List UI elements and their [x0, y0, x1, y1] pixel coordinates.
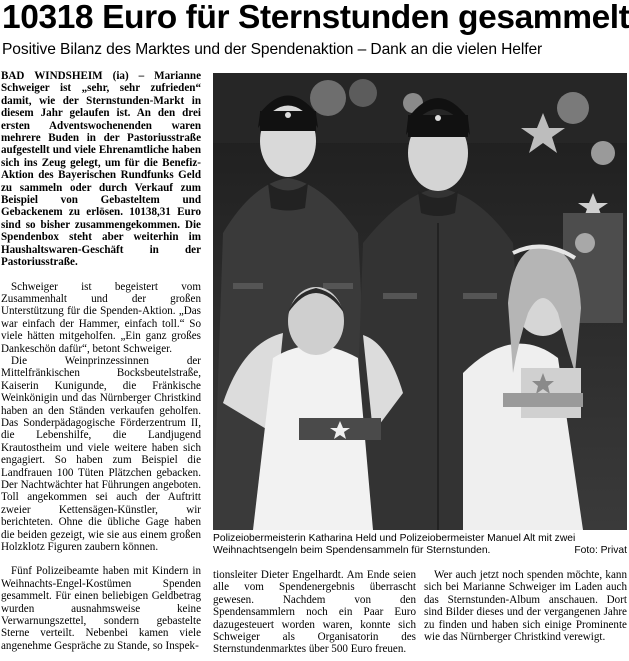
article-lead: BAD WINDSHEIM (ia) – Marianne Schweiger ist „sehr, sehr zufrieden“ damit, wie der Sternstunden-Markt in diesem Jahr gelaufen ist. An den drei ersten Adventswochenenden waren mehrere Buden in der Pastoriusstraße aufgestellt und viele Ehrenamtliche haben sich ins Zeug gelegt, um für die Benefiz-Aktion des Bayerischen Rundfunks Geld zu sammeln oder durch Verkauf zum Beispiel von Gebasteltem und Gebackenem zu erlösen. 10138,31 Euro sind so bisher zusammengekommen. Die Spendenbox steht aber weiterhin im Haushaltswaren-Geschäft in der Pastoriusstraße.	[1, 70, 201, 269]
article-paragraph: Fünf Polizeibeamte haben mit Kindern in Weihnachts-Engel-Kostümen Spenden gesammelt. Für einen beliebigen Geldbetrag wurden ausnahmsweise keine Verwarnungszettel, sondern gebastelte Sterne verteilt. Nebenbei kamen viele angenehme Gespräche zu Stande, so Inspek-	[1, 565, 201, 652]
headline: 10318 Euro für Sternstunden gesammelt	[2, 0, 629, 36]
police-and-angels-illustration	[213, 73, 627, 530]
article-paragraph: Schweiger ist begeistert vom Zusammenhalt und der großen Unterstützung für die Spenden-Aktion. „Das war einfach der Hammer, einfach toll.“ So viele hätten mitgeholfen. „Ein ganz großes Dankeschön dafür“, betont Schweiger.	[1, 280, 201, 355]
article-column-1	[1, 70, 201, 652]
photo-caption	[213, 533, 627, 558]
article-paragraph: tionsleiter Dieter Engelhardt. Am Ende seien alle vom Spendenergebnis überrascht gewesen. Nachdem von den Spendensammlern noch ein Paar Euro dazugesteuert worden waren, konnte sich Schweiger als Organisatorin des Sternstundenmarktes über 500 Euro freuen.	[213, 569, 416, 656]
subheadline: Positive Bilanz des Marktes und der Spendenaktion – Dank an die vielen Helfer	[2, 41, 543, 58]
article-column-3	[424, 569, 627, 643]
article-paragraph: Wer auch jetzt noch spenden möchte, kann sich bei Marianne Schweiger im Laden auch das Sternstunden-Album anschauen. Dort sind Bilder dieses und der vergangenen Jahre zu finden und haben sich einige Prominente wie das Nürnberger Christkind verewigt.	[424, 569, 627, 644]
article-column-2	[213, 569, 416, 656]
article-paragraph: Die Weinprinzessinnen der Mittelfränkischen Bocksbeutelstraße, Kaiserin Kunigunde, die Fränkische Weinkönigin und das Nürnberger Christkind haben an den Ständen verkaufen geholfen. Das Sonderpädagogische Förderzentrum II, die Lebenshilfe, die Landjugend Krautostheim und viele weitere haben sich engagiert. So haben zum Beispiel die Landfrauen 100 Tüten Plätzchen gebacken. Der Nachtwächter hat Führungen angeboten. Toll angekommen sei auch der Auftritt zweier Kettensägen-Künstler, wir berichteten. Ohne die übliche Gage haben die beiden gezeigt, wie sie aus einem großen Holzklotz Figuren zaubern können.	[1, 354, 201, 554]
photo-credit: Foto: Privat	[574, 545, 627, 557]
news-photo	[213, 73, 627, 530]
caption-text: Polizeiobermeisterin Katharina Held und Polizeiobermeister Manuel Alt mit zwei Weihnachtsengeln beim Spendensammeln für Sternstunden.	[213, 533, 576, 557]
